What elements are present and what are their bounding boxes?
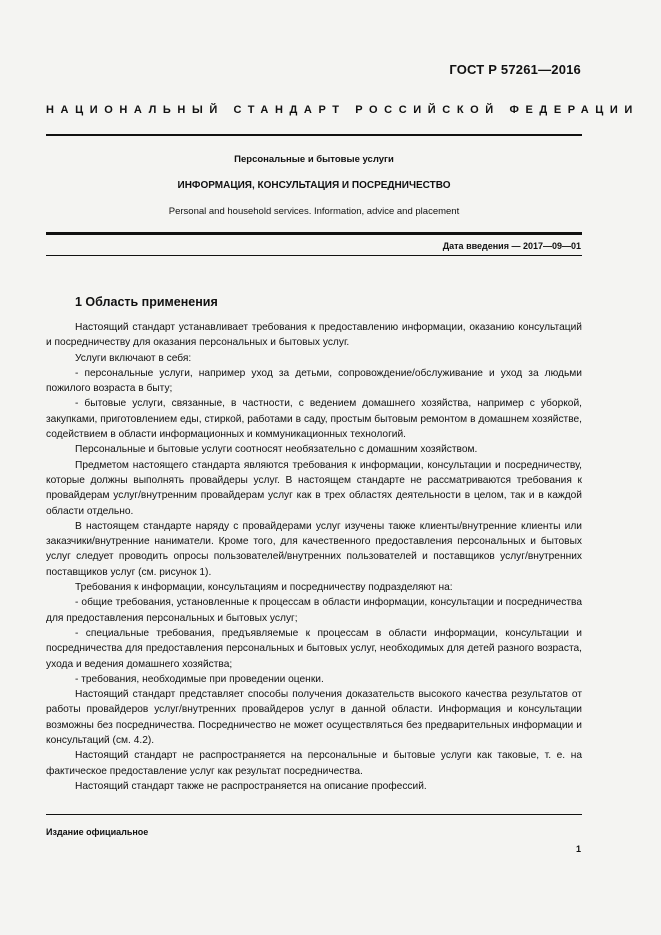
standard-code: ГОСТ Р 57261—2016 — [449, 62, 581, 77]
list-item: - персональные услуги, например уход за детьми, сопровождение/обслуживание и уход за людьми пожилого возраста в быту; — [46, 367, 582, 395]
paragraph: В настоящем стандарте наряду с провайдерами услуг изучены также клиенты/внутренние клиенты или заказчики/внутренние наниматели. Кроме того, для качественного предоставления персональных и бытовых услуг следует проводить опросы пользователей/внутренних пользователей и поставщиков услуг/внутренних поставщиков услуг (см. рисунок 1). — [46, 520, 582, 578]
paragraph: Услуги включают в себя: — [75, 352, 192, 364]
list-item: - бытовые услуги, связанные, в частности, с ведением домашнего хозяйства, например с уборкой, закупками, приготовлением еды, стиркой, работами в саду, простым бытовым ремонтом в домашнем хозяйстве, содействием в области информационных и коммуникационных технологий. — [46, 398, 582, 441]
paragraph: Настоящий стандарт представляет способы получения доказательств высокого качества результатов от работы провайдеров услуг/внутренних провайдеров услуг в данной области. Информация и консультации возможны без посредничества. Посредничество не может осуществляться без предварительных информации и консультаций (см. 4.2). — [46, 689, 582, 747]
section-heading: 1 Область применения — [75, 295, 218, 309]
paragraph: Настоящий стандарт не распространяется на персональные и бытовые услуги как таковые, т. е. на фактическое предоставление услуг как результат посредничества. — [46, 750, 582, 777]
edition-note: Издание официальное — [46, 827, 149, 837]
english-title: Personal and household services. Information, advice and placement — [168, 206, 460, 217]
category-title: Персональные и бытовые услуги — [234, 154, 394, 165]
list-item: - требования, необходимые при проведении оценки. — [75, 673, 324, 685]
top-rule — [46, 134, 582, 136]
main-title: ИНФОРМАЦИЯ, КОНСУЛЬТАЦИЯ И ПОСРЕДНИЧЕСТВО — [177, 180, 451, 191]
page-number: 1 — [575, 844, 581, 854]
list-item: - общие требования, установленные к процессам в области информации, консультации и посредничества для предоставления персональных и бытовых услуг; — [46, 597, 582, 624]
paragraph: Настоящий стандарт также не распространяется на описание профессий. — [75, 780, 427, 792]
national-standard-title: НАЦИОНАЛЬНЫЙ СТАНДАРТ РОССИЙСКОЙ ФЕДЕРАЦИИ — [46, 104, 639, 116]
list-item: - специальные требования, предъявляемые к процессам в области информации, консультации и посредничества для предоставления персональных и бытовых услуг, необходимых для детей разного возраста, ухода и ведения домашнего хозяйства; — [46, 627, 582, 670]
paragraph: Персональные и бытовые услуги соотносят необязательно с домашним хозяйством. — [75, 444, 478, 456]
footer-rule — [46, 814, 582, 815]
introduction-date: Дата введения — 2017—09—01 — [442, 241, 581, 251]
paragraph: Предметом настоящего стандарта являются требования к информации, консультации и посредничеству, которые должны выполнять провайдеры услуг. В настоящем стандарте не рассматриваются требования к провайдерам услуг/внутренним провайдерам услуг как в трех областях деятельности в целом, так и в каждой области отдельно. — [46, 459, 582, 517]
paragraph: Требования к информации, консультациям и посредничеству подразделяют на: — [75, 582, 453, 594]
section-body — [46, 320, 582, 794]
paragraph: Настоящий стандарт устанавливает требования к предоставлению информации, оказанию консультаций и посредничеству для оказания персональных и бытовых услуг. — [46, 322, 582, 349]
title-rule — [46, 232, 582, 235]
date-rule — [46, 255, 582, 256]
